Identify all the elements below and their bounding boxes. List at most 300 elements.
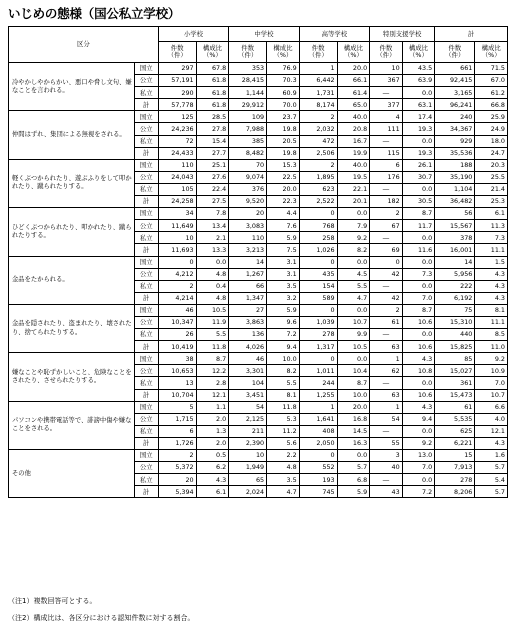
school-type-label: 私立 [134,425,158,437]
count-cell: 297 [158,63,196,75]
count-cell: 385 [229,135,267,147]
school-type-label: 計 [134,341,158,353]
school-type-label: 国立 [134,304,158,316]
count-cell: 15,567 [435,220,475,232]
ratio-cell: 61.4 [337,87,370,99]
category-label: 金品をたかられる。 [9,256,135,304]
ratio-cell: 7.0 [402,292,435,304]
ratio-cell: 7.8 [196,208,229,220]
header-ratio: 構成比 （%） [475,42,508,63]
ratio-cell: 11.2 [267,425,300,437]
ratio-cell: 2.8 [196,377,229,389]
ratio-cell: 23.7 [267,111,300,123]
count-cell: 361 [435,377,475,389]
count-cell: 63 [370,389,403,401]
school-type-label: 公立 [134,123,158,135]
school-type-label: 公立 [134,268,158,280]
note-2: （注2）構成比は、各区分における認知件数に対する割合。 [8,614,195,622]
count-cell: 55 [370,437,403,449]
ratio-cell: 10.0 [267,353,300,365]
count-cell: 6,221 [435,437,475,449]
ratio-cell: 15.4 [196,135,229,147]
ratio-cell: 2.2 [267,450,300,462]
school-type-label: 計 [134,99,158,111]
ratio-cell: 13.4 [196,220,229,232]
table-body [9,63,508,498]
count-cell: 0 [299,208,337,220]
ratio-cell: 9.2 [402,437,435,449]
ratio-cell: 63.9 [402,75,435,87]
ratio-cell: 10.9 [475,365,508,377]
header-count: 件数 （件） [370,42,403,63]
ratio-cell: 3.5 [267,474,300,486]
ratio-cell: 0.0 [402,280,435,292]
count-cell: 589 [299,292,337,304]
ratio-cell: 0.0 [402,135,435,147]
ratio-cell: 7.2 [267,329,300,341]
ratio-cell: 5.9 [337,486,370,498]
school-type-label: 計 [134,389,158,401]
count-cell: 61 [370,316,403,328]
ratio-cell: 40.0 [337,111,370,123]
table-row [9,353,508,365]
count-cell: 8,482 [229,147,267,159]
count-cell: 2,522 [299,196,337,208]
count-cell: 24,258 [158,196,196,208]
ratio-cell: 0.0 [402,183,435,195]
ratio-cell: 2.0 [196,413,229,425]
notes [8,598,194,632]
count-cell: 66 [229,280,267,292]
ratio-cell: 16.7 [337,135,370,147]
count-cell: 15,310 [435,316,475,328]
count-cell: ― [370,425,403,437]
count-cell: 10,419 [158,341,196,353]
ratio-cell: 6.1 [196,486,229,498]
count-cell: 24,043 [158,171,196,183]
ratio-cell: 24.7 [475,147,508,159]
ratio-cell: 0.0 [337,450,370,462]
count-cell: ― [370,280,403,292]
count-cell: 75 [435,304,475,316]
ratio-cell: 4.8 [267,462,300,474]
count-cell: 92,415 [435,75,475,87]
table-row [9,159,508,171]
count-cell: 3,083 [229,220,267,232]
ratio-cell: 20.3 [475,159,508,171]
school-type-label: 国立 [134,401,158,413]
count-cell: 193 [299,474,337,486]
count-cell: 27 [229,304,267,316]
ratio-cell: 6.2 [196,462,229,474]
ratio-cell: 5.7 [475,462,508,474]
count-cell: 1,144 [229,87,267,99]
ratio-cell: 9.2 [337,232,370,244]
ratio-cell: 19.5 [337,171,370,183]
ratio-cell: 4.3 [475,437,508,449]
count-cell: 6 [370,159,403,171]
header-count: 件数 （件） [299,42,337,63]
school-type-label: 私立 [134,329,158,341]
ratio-cell: 8.7 [337,377,370,389]
ratio-cell: 1.6 [475,450,508,462]
count-cell: 1,726 [158,437,196,449]
count-cell: 0 [299,450,337,462]
count-cell: 661 [435,63,475,75]
ratio-cell: 71.5 [475,63,508,75]
count-cell: 1,039 [299,316,337,328]
count-cell: 14 [229,256,267,268]
ratio-cell: 3.1 [267,256,300,268]
ratio-cell: 17.4 [402,111,435,123]
ratio-cell: 0.4 [196,280,229,292]
ratio-cell: 10.6 [402,316,435,328]
ratio-cell: 8.7 [196,353,229,365]
category-label: パソコンや携帯電話等で、誹謗中傷や嫌なことをされる。 [9,401,135,449]
count-cell: 56 [435,208,475,220]
count-cell: 9,074 [229,171,267,183]
ratio-cell: 7.0 [475,377,508,389]
ratio-cell: 11.6 [402,244,435,256]
count-cell: ― [370,135,403,147]
ratio-cell: 19.3 [402,123,435,135]
count-cell: 1 [299,401,337,413]
header-ratio: 構成比 （%） [196,42,229,63]
count-cell: 110 [158,159,196,171]
ratio-cell: 3.1 [267,268,300,280]
ratio-cell: 20.0 [267,183,300,195]
ratio-cell: 67.8 [196,63,229,75]
count-cell: 435 [299,268,337,280]
count-cell: 154 [299,280,337,292]
count-cell: 15 [435,450,475,462]
ratio-cell: 7.3 [402,268,435,280]
count-cell: 43 [370,486,403,498]
ratio-cell: 0.0 [402,474,435,486]
ratio-cell: 4.7 [337,292,370,304]
table-row [9,401,508,413]
school-type-label: 国立 [134,63,158,75]
count-cell: 367 [370,75,403,87]
school-type-label: 計 [134,437,158,449]
school-type-label: 公立 [134,413,158,425]
count-cell: ― [370,87,403,99]
count-cell: 15,825 [435,341,475,353]
count-cell: 5,394 [158,486,196,498]
count-cell: 10 [370,63,403,75]
ratio-cell: 61.8 [196,87,229,99]
ratio-cell: 10.7 [337,316,370,328]
ratio-cell: 5.5 [196,329,229,341]
count-cell: 6,192 [435,292,475,304]
count-cell: 20 [158,474,196,486]
count-cell: 36,482 [435,196,475,208]
count-cell: 4,214 [158,292,196,304]
ratio-cell: 19.9 [337,147,370,159]
count-cell: 11,693 [158,244,196,256]
ratio-cell: 5.3 [267,413,300,425]
ratio-cell: 25.3 [475,196,508,208]
count-cell: 440 [435,329,475,341]
count-cell: 28,415 [229,75,267,87]
count-cell: 61 [435,401,475,413]
count-cell: 3,213 [229,244,267,256]
count-cell: 377 [370,99,403,111]
ratio-cell: 7.5 [267,244,300,256]
count-cell: 240 [435,111,475,123]
ratio-cell: 4.3 [475,280,508,292]
count-cell: 188 [435,159,475,171]
ratio-cell: 10.4 [337,365,370,377]
count-cell: 10,653 [158,365,196,377]
ratio-cell: 7.0 [402,462,435,474]
count-cell: 105 [158,183,196,195]
count-cell: 5,535 [435,413,475,425]
count-cell: 768 [299,220,337,232]
ratio-cell: 4.8 [196,268,229,280]
count-cell: ― [370,183,403,195]
ratio-cell: 15.3 [267,159,300,171]
ratio-cell: 5.5 [267,377,300,389]
ratio-cell: 6.6 [475,401,508,413]
header-count: 件数 （件） [158,42,196,63]
header-kubun: 区分 [9,27,159,63]
ratio-cell: 9.4 [267,341,300,353]
ratio-cell: 19.8 [267,147,300,159]
count-cell: 353 [229,63,267,75]
ratio-cell: 25.1 [196,159,229,171]
header-school-junior-high: 中学校 [229,27,300,42]
count-cell: 1,255 [299,389,337,401]
count-cell: 10,347 [158,316,196,328]
ratio-cell: 4.8 [196,292,229,304]
ratio-cell: 7.6 [267,220,300,232]
count-cell: 14 [435,256,475,268]
count-cell: 1 [299,63,337,75]
ratio-cell: 5.4 [475,474,508,486]
count-cell: 3 [370,450,403,462]
ratio-cell: 16.3 [337,437,370,449]
count-cell: 6,442 [299,75,337,87]
count-cell: 4,212 [158,268,196,280]
ratio-cell: 20.0 [337,63,370,75]
header-ratio: 構成比 （%） [402,42,435,63]
count-cell: 1,731 [299,87,337,99]
count-cell: 29,912 [229,99,267,111]
count-cell: 57,778 [158,99,196,111]
count-cell: 2,050 [299,437,337,449]
ratio-cell: 16.8 [337,413,370,425]
school-type-label: 計 [134,244,158,256]
ratio-cell: 0.0 [337,304,370,316]
count-cell: 2 [158,280,196,292]
count-cell: 13 [158,377,196,389]
ratio-cell: 10.7 [475,389,508,401]
count-cell: 376 [229,183,267,195]
header-school-elementary: 小学校 [158,27,229,42]
count-cell: 10 [229,450,267,462]
count-cell: 2 [299,111,337,123]
ratio-cell: 4.3 [402,401,435,413]
ratio-cell: 18.0 [475,135,508,147]
count-cell: 10 [158,232,196,244]
count-cell: ― [370,377,403,389]
ratio-cell: 20.8 [337,123,370,135]
ratio-cell: 22.1 [337,183,370,195]
count-cell: 85 [435,353,475,365]
school-type-label: 私立 [134,280,158,292]
ratio-cell: 4.3 [475,292,508,304]
header-row-schools [9,27,508,42]
category-label: 仲間はずれ、集団による無視をされる。 [9,111,135,159]
count-cell: 38 [158,353,196,365]
count-cell: 2 [370,208,403,220]
ratio-cell: 20.1 [337,196,370,208]
count-cell: 46 [158,304,196,316]
category-label: 嫌なことや恥ずかしいこと、危険なことをされたり、させられたりする。 [9,353,135,401]
count-cell: 125 [158,111,196,123]
header-school-special-support: 特別支援学校 [370,27,435,42]
ratio-cell: 11.9 [196,316,229,328]
ratio-cell: 8.2 [267,365,300,377]
count-cell: 0 [158,256,196,268]
count-cell: 0 [299,304,337,316]
count-cell: 10,704 [158,389,196,401]
school-type-label: 私立 [134,183,158,195]
school-type-label: 計 [134,486,158,498]
count-cell: 1,715 [158,413,196,425]
ratio-cell: 0.0 [402,232,435,244]
ratio-cell: 9.2 [475,353,508,365]
ratio-cell: 30.5 [402,196,435,208]
category-label: 金品を隠されたり、盗まれたり、壊されたり、捨てられたりする。 [9,304,135,352]
ratio-cell: 5.7 [475,486,508,498]
count-cell: 1 [370,401,403,413]
ratio-cell: 2.0 [196,437,229,449]
count-cell: 408 [299,425,337,437]
ratio-cell: 66.8 [475,99,508,111]
category-label: ひどくぶつかられたり、叩かれたり、蹴られたりする。 [9,208,135,256]
ratio-cell: 0.0 [402,329,435,341]
ratio-cell: 4.0 [475,413,508,425]
count-cell: 1,347 [229,292,267,304]
school-type-label: 公立 [134,171,158,183]
ratio-cell: 27.8 [196,123,229,135]
ratio-cell: 4.3 [196,474,229,486]
count-cell: 34 [158,208,196,220]
ratio-cell: 2.1 [196,232,229,244]
school-type-label: 私立 [134,474,158,486]
count-cell: 929 [435,135,475,147]
ratio-cell: 24.9 [475,123,508,135]
count-cell: 3,301 [229,365,267,377]
ratio-cell: 28.5 [196,111,229,123]
ratio-cell: 14.5 [337,425,370,437]
ratio-cell: 25.5 [475,171,508,183]
school-type-label: 国立 [134,256,158,268]
ratio-cell: 7.9 [337,220,370,232]
ratio-cell: 13.0 [402,450,435,462]
count-cell: 63 [370,341,403,353]
count-cell: 42 [370,268,403,280]
ratio-cell: 0.0 [337,256,370,268]
count-cell: 1,895 [299,171,337,183]
count-cell: 2 [158,450,196,462]
count-cell: 2 [299,159,337,171]
ratio-cell: 4.7 [267,486,300,498]
ratio-cell: 61.8 [196,99,229,111]
count-cell: 2,390 [229,437,267,449]
header-count: 件数 （件） [229,42,267,63]
ratio-cell: 0.0 [196,256,229,268]
count-cell: 20 [229,208,267,220]
ratio-cell: 61.2 [475,87,508,99]
ratio-cell: 61.8 [196,75,229,87]
count-cell: 115 [370,147,403,159]
school-type-label: 私立 [134,135,158,147]
ratio-cell: 43.5 [402,63,435,75]
count-cell: 1,104 [435,183,475,195]
count-cell: 96,241 [435,99,475,111]
ratio-cell: 4.3 [475,268,508,280]
school-type-label: 国立 [134,159,158,171]
count-cell: 1,267 [229,268,267,280]
count-cell: 258 [299,232,337,244]
count-cell: 552 [299,462,337,474]
school-type-label: 公立 [134,316,158,328]
ratio-cell: 26.1 [402,159,435,171]
ratio-cell: 25.9 [475,111,508,123]
school-type-label: 私立 [134,377,158,389]
count-cell: 7,988 [229,123,267,135]
ratio-cell: 27.7 [196,147,229,159]
ratio-cell: 11.0 [475,341,508,353]
ratio-cell: 19.3 [402,147,435,159]
count-cell: 40 [370,462,403,474]
count-cell: 1,317 [299,341,337,353]
count-cell: 290 [158,87,196,99]
count-cell: 278 [435,474,475,486]
school-type-label: 国立 [134,111,158,123]
header-total: 計 [435,27,508,42]
ratio-cell: 0.5 [196,450,229,462]
count-cell: 222 [435,280,475,292]
count-cell: 2,024 [229,486,267,498]
ratio-cell: 5.7 [337,462,370,474]
count-cell: 2,506 [299,147,337,159]
ratio-cell: 8.1 [475,304,508,316]
ratio-cell: 7.2 [402,486,435,498]
ratio-cell: 20.0 [337,401,370,413]
count-cell: 4 [370,111,403,123]
ratio-cell: 22.4 [196,183,229,195]
count-cell: 54 [229,401,267,413]
count-cell: 625 [435,425,475,437]
count-cell: 15,473 [435,389,475,401]
count-cell: 176 [370,171,403,183]
school-type-label: 公立 [134,462,158,474]
school-type-label: 国立 [134,450,158,462]
count-cell: 70 [229,159,267,171]
category-label: その他 [9,450,135,498]
ratio-cell: 8.7 [402,208,435,220]
school-type-label: 計 [134,196,158,208]
count-cell: 65 [229,474,267,486]
ratio-cell: 10.6 [402,389,435,401]
count-cell: 5 [158,401,196,413]
school-type-label: 国立 [134,353,158,365]
ratio-cell: 5.5 [337,280,370,292]
